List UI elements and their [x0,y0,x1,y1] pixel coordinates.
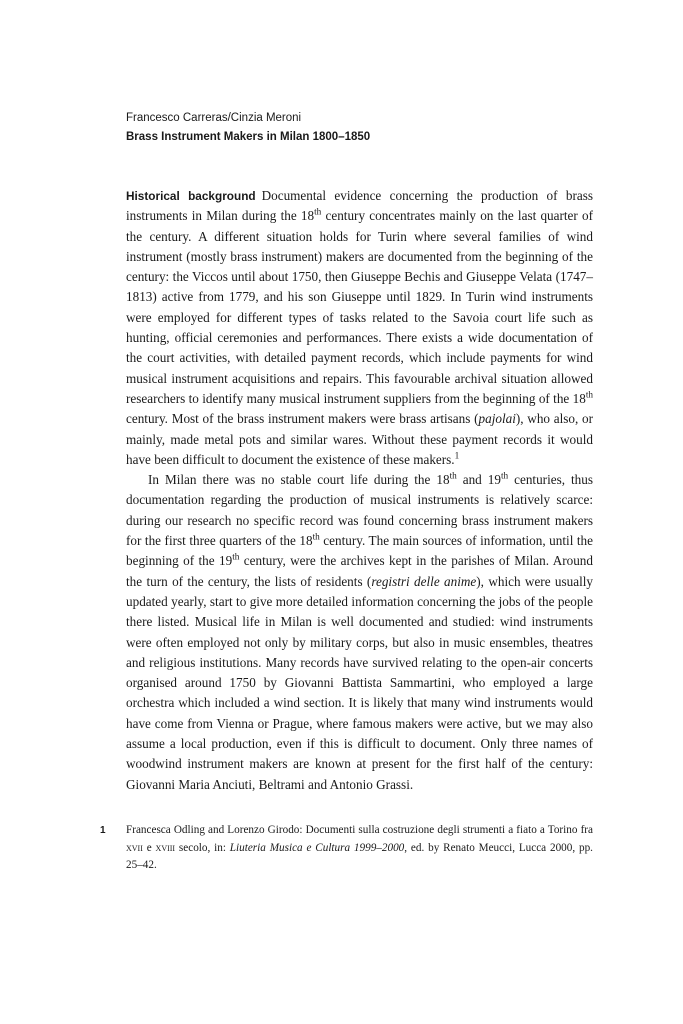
p1-sup-2: th [585,389,593,400]
p1-text-4: ), who also, or mainly, made metal pots and similar wares. Without these payment records it would have been difficult to document the existence of these makers. [126,411,593,467]
footnote [100,822,593,875]
section-heading: Historical background [126,189,256,203]
p1-italic-1: pajolai [478,411,516,427]
fn-smallcaps-2: xviii [155,841,176,854]
article-body [126,186,593,795]
p2-text-1: In Milan there was no stable court life during the 18 [148,472,450,488]
fn-text-4: , ed. by Renato Meucci, Lucca 2000, pp. 25–42. [126,841,593,871]
p1-text-3: century. Most of the brass instrument makers were brass artisans ( [126,411,479,427]
footnote-reference[interactable]: 1 [454,450,460,461]
article-title: Brass Instrument Makers in Milan 1800–1850 [126,131,371,143]
p2-sup-4: th [232,551,240,562]
p1-text-2: century concentrates mainly on the last quarter of the century. A different situation holds for Turin where several families of wind instrument (mostly brass instrument) makers are documented from the beginning of the century: the Viccos until about 1750, then Giuseppe Bechis and Giuseppe Velata (1747–1813) active from 1779, and his son Giuseppe until 1829. In Turin wind instruments were employed for different types of tasks related to the Savoia court life such as hunting, official ceremonies and performances. There exists a wide documentation of the court activities, with detailed payment records, which include payments for wind musical instrument acquisitions and repairs. This favourable archival situation allowed researchers to identify many musical instrument suppliers from the beginning of the 18 [126,208,593,406]
p2-text-5: century, were the archives kept in the parishes of Milan. Around the turn of the century, the lists of residents ( [126,553,593,589]
fn-text-1: Francesca Odling and Lorenzo Girodo: Documenti sulla costruzione degli strumenti a fiato a Torino fra [126,824,593,836]
p2-italic-1: registri delle anime [371,573,477,589]
p1-text-1: Documental evidence concerning the production of brass instruments in Milan during the 18 [126,188,593,224]
p2-text-6: ), which were usually updated yearly, start to give more detailed information concerning the jobs of the people there listed. Musical life in Milan is well documented and studied: wind instruments were often employed not only by military corps, but also in music ensembles, theatres and religious institutions. Many records have survived relating to the open-air concerts organised around 1750 by Giovanni Battista Sammartini, who employed a large orchestra which included a wind section. It is likely that many wind instruments would have come from Vienna or Prague, where famous makers were active, but we may also assume a local production, even if this is difficult to document. Only three names of woodwind instrument makers are known at present for the first half of the century: Giovanni Maria Anciuti, Beltrami and Antonio Grassi. [126,573,594,792]
p2-text-4: century. The main sources of information, until the beginning of the 19 [126,533,593,569]
p1-sup-1: th [314,206,322,217]
p2-sup-2: th [500,470,509,481]
article-header [126,109,370,147]
fn-text-3: secolo, in: [175,841,230,854]
p2-text-3: centuries, thus documentation regarding the production of musical instruments is relatively scarce: during our research no specific record was found concerning brass instrument makers for the first three quarters of the 18 [126,472,593,549]
fn-italic-1: Liuteria Musica e Cultura 1999–2000 [229,841,405,854]
fn-smallcaps-1: xvii [126,841,143,854]
article-authors: Francesco Carreras/Cinzia Meroni [126,112,302,124]
p2-text-2: and 19 [456,472,501,488]
p2-sup-3: th [312,531,320,542]
footnote-number: 1 [100,825,106,836]
paragraph-historical-background [126,186,593,470]
fn-text-2: e [142,841,156,854]
footnote-text [126,822,593,875]
p2-sup-1: th [449,470,457,481]
paragraph-milan [126,470,593,795]
